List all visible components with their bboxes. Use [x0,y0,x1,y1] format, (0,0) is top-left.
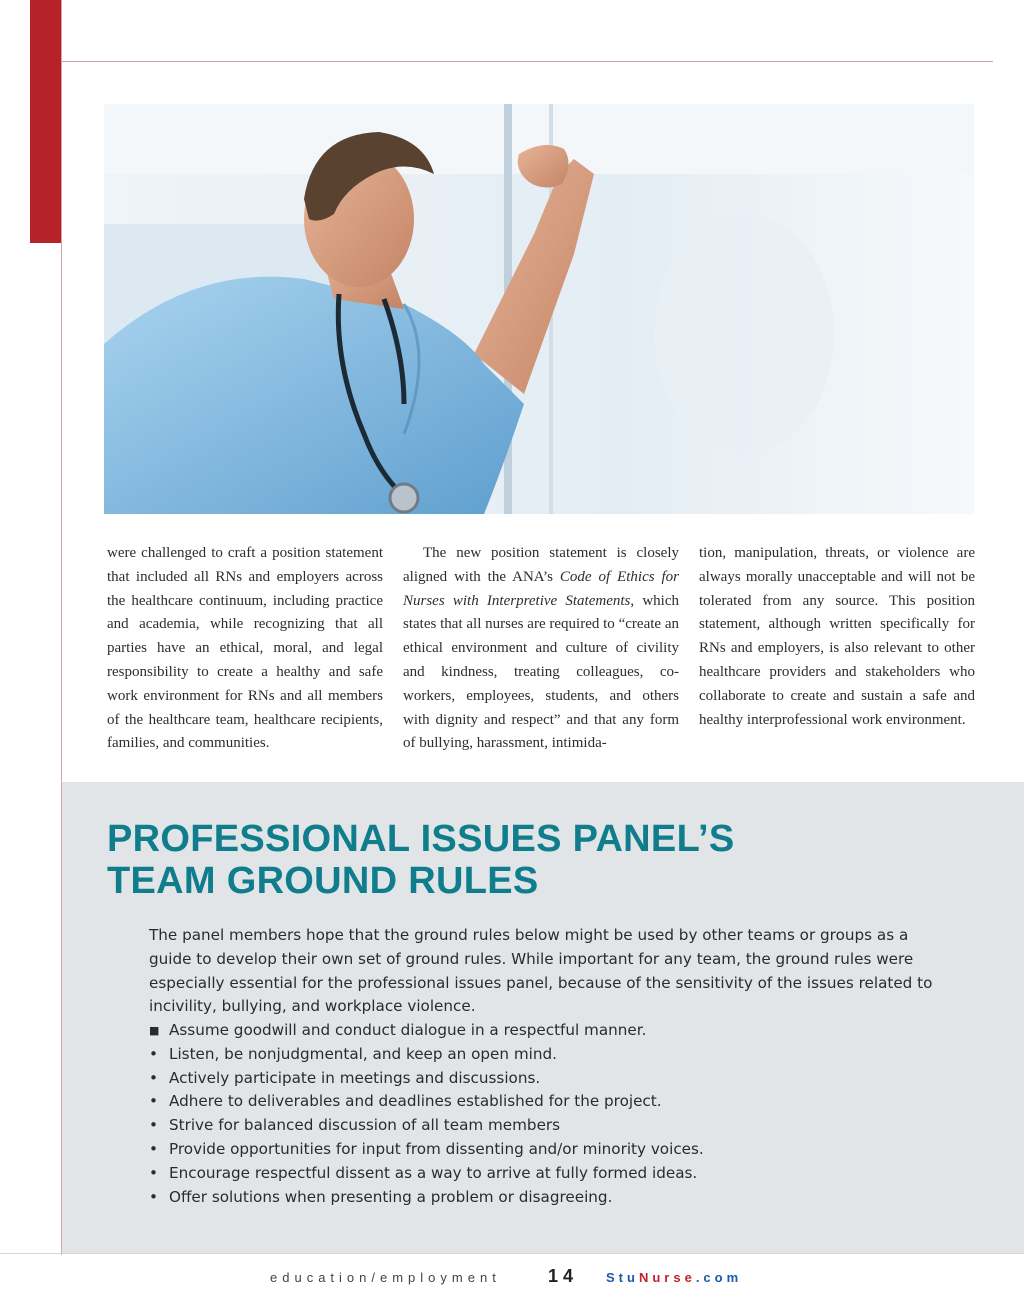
rule-text: Actively participate in meetings and discussions. [169,1068,541,1087]
rule-text: Offer solutions when presenting a problem or disagreeing. [169,1187,613,1206]
bullet-icon: • [149,1092,158,1111]
rule-text: Assume goodwill and conduct dialogue in a respectful manner. [169,1021,647,1039]
nurse-photo [104,104,974,514]
bullet-icon: • [149,1187,158,1206]
red-accent-bar [30,0,61,243]
panel-title-line-2: TEAM GROUND RULES [107,860,539,902]
code-of-ethics-title: Code of Ethics for Nurses with Interpretive Statements [403,568,680,609]
square-bullet-icon: ■ [149,1024,160,1037]
brand-logo [606,1270,742,1285]
list-item [149,1090,704,1114]
bullet-icon: • [149,1139,158,1158]
rule-text: Listen, be nonjudgmental, and keep an open mind. [169,1044,557,1063]
top-rule [61,61,993,62]
article-column-3: tion, manipulation, threats, or violence are always morally unacceptable and will not be tolerated from any source. This position statement, although written specifically for RNs and employers, is also relevant to other healthcare providers and stakeholders who collaborate to create and sustain a safe and healthy interprofessional work environment. [699,545,975,728]
bullet-icon: • [149,1068,158,1087]
list-item [149,1138,704,1162]
list-item [149,1043,704,1067]
list-item [149,1186,704,1210]
nurse-illustration [104,104,974,514]
brand-com: .com [695,1270,743,1285]
col2-text-a: The new position statement is closely aligned with the ANA’s [403,545,679,585]
footer-rule [0,1253,1024,1254]
bullet-icon: • [149,1163,158,1182]
panel-intro: The panel members hope that the ground rules below might be used by other teams or groups as a guide to develop their own set of ground rules. While important for any team, the ground rules were especially essential for the professional issues panel, because of the sensitivity of the issues related to incivility, bullying, and workplace violence. [149,926,933,1016]
rule-text: Provide opportunities for input from dissenting and/or minority voices. [169,1139,704,1158]
footer-section-label: education/employment [270,1270,501,1285]
bullet-icon: • [149,1116,158,1135]
page-number: 14 [548,1266,579,1286]
page-footer [0,1262,1024,1292]
ground-rules-list [149,1019,704,1209]
rule-text: Adhere to deliverables and deadlines established for the project. [169,1092,662,1111]
brand-stu: Stu [606,1270,639,1285]
panel-title-line-1: PROFESSIONAL ISSUES PANEL’S [107,818,735,860]
rule-text: Encourage respectful dissent as a way to arrive at fully formed ideas. [169,1163,698,1182]
list-item [149,1114,704,1138]
panel-title [107,818,735,902]
list-item [149,1019,704,1043]
article-column-1: were challenged to craft a position statement that included all RNs and employers across the healthcare continuum, including practice and academia, while recognizing that all parties have an ethical, moral, and legal responsibility to create a healthy and safe work environment for RNs and all members of the healthcare team, healthcare recipients, families, and communities. [107,545,383,752]
list-item [149,1162,704,1186]
rule-text: Strive for balanced discussion of all team members [169,1116,561,1135]
list-item [149,1067,704,1091]
ground-rules-panel [62,782,1024,1253]
bullet-icon: • [149,1044,158,1063]
article-column-2 [403,542,679,756]
col2-text-b: , which states that all nurses are required to “create an ethical environment and culture of civility and kindness, treating colleagues, co-workers, employees, students, and others with dignity and respect” and that any form of bullying, harassment, intimida- [403,592,679,752]
brand-nurse: Nurse [638,1270,696,1285]
